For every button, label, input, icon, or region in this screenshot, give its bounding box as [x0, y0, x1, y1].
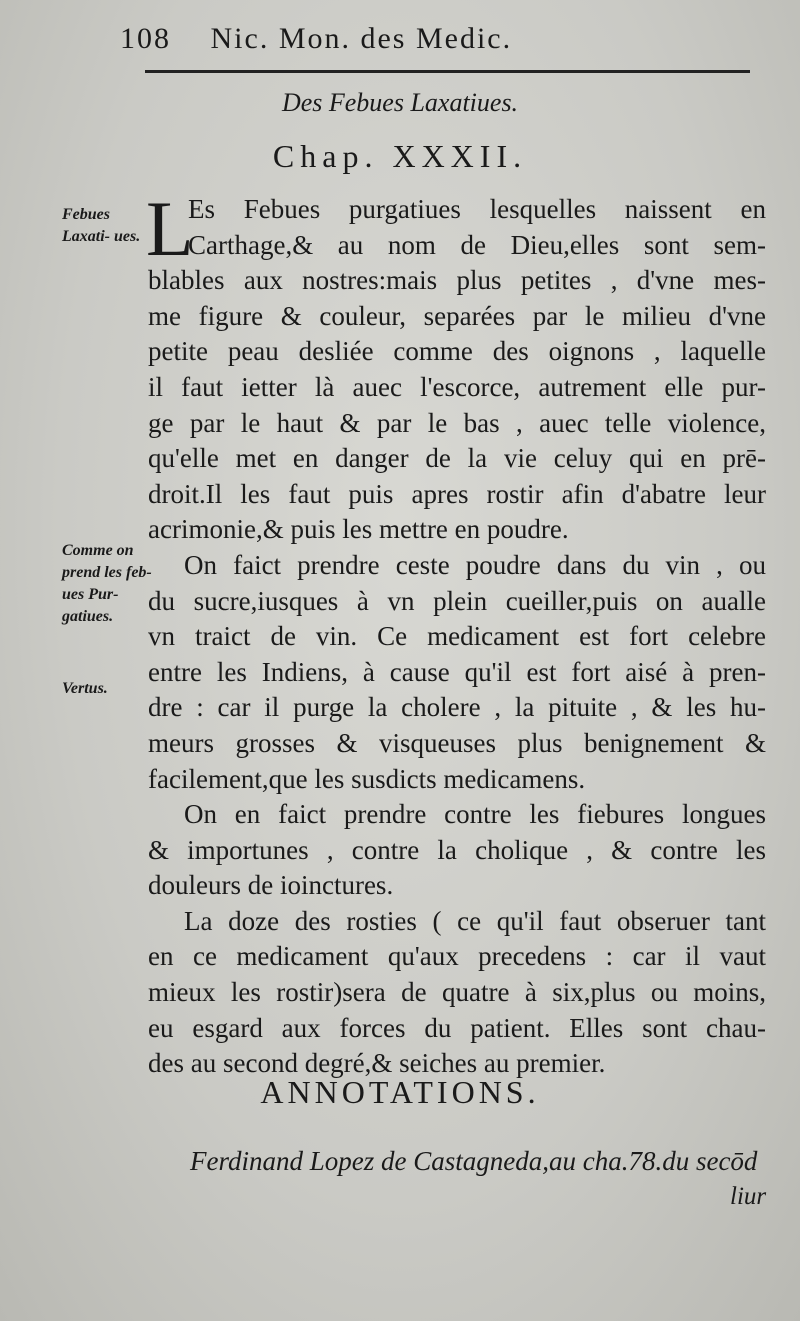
text-line: du sucre,iusques à vn plein cueiller,puis on aualle: [148, 585, 766, 616]
margin-note-comme-on-prend: Comme on prend les feb- ues Pur- gatiues.: [62, 542, 152, 625]
paragraph-1: [146, 185, 766, 548]
text-line: me figure & couleur, separées par le milieu d'vne: [148, 300, 766, 331]
text-line: des au second degré,& seiches au premier.: [148, 1048, 606, 1079]
text-line: vn traict de vin. Ce medicament est fort celebre: [148, 621, 766, 652]
text-line: meurs grosses & visqueuses plus benignement &: [148, 727, 766, 758]
text-line: en ce medicament qu'aux precedens : car il vaut: [148, 941, 766, 972]
running-head-title: Nic. Mon. des Medic.: [210, 22, 513, 55]
body-text: [146, 185, 766, 1082]
paragraph-4: [148, 904, 766, 1082]
header-rule: [145, 70, 750, 73]
text-line: entre les Indiens, à cause qu'il est fort aisé à pren-: [148, 656, 766, 687]
text-line: mieux les rostir)sera de quatre à six,plus ou moins,: [148, 977, 766, 1008]
text-line: Es Febues purgatiues lesquelles naissent en: [188, 194, 766, 224]
text-line: On faict prendre ceste poudre dans du vin , ou: [184, 549, 766, 580]
text-line: dre : car il purge la cholere , la pituite , & les hu-: [148, 692, 766, 723]
text-line: blables aux nostres:mais plus petites , d'vne mes-: [148, 265, 766, 296]
text-line: On en faict prendre contre les fiebures longues: [184, 799, 766, 830]
running-head: [120, 22, 760, 56]
text-line: petite peau desliée comme des oignons , laquelle: [148, 336, 766, 367]
text-line: acrimonie,& puis les mettre en poudre.: [148, 514, 569, 545]
drop-cap: L: [146, 185, 194, 272]
paragraph-3: [148, 797, 766, 904]
text-line: eu esgard aux forces du patient. Elles sont chau-: [148, 1012, 766, 1043]
paragraph-2: [148, 548, 766, 797]
text-line: ge par le haut & par le bas , auec telle violence,: [148, 407, 766, 438]
chapter-heading: Chap. XXXII.: [272, 138, 528, 174]
margin-note-vertus: Vertus.: [62, 680, 108, 697]
section-title: Des Febues Laxatiues.: [281, 88, 519, 117]
text-line: droit.Il les faut puis apres rostir afin d'abatre leur: [148, 478, 766, 509]
text-line: Carthage,& au nom de Dieu,elles sont sem-: [188, 229, 766, 260]
text-line: La doze des rosties ( ce qu'il faut obseruer tant: [184, 905, 766, 936]
text-line: douleurs de ioinctures.: [148, 870, 394, 901]
margin-note-febues: Febues Laxati- ues.: [62, 206, 141, 245]
text-line: qu'elle met en danger de la vie celuy qui en prē-: [148, 443, 766, 474]
text-line: il faut ietter là auec l'escorce, autrement elle pur-: [148, 371, 766, 402]
annotations-heading: ANNOTATIONS.: [260, 1074, 540, 1110]
text-line: facilement,que les susdicts medicamens.: [148, 763, 586, 794]
annotation-line: Ferdinand Lopez de Castagneda,au cha.78.du secōd: [190, 1146, 758, 1176]
page-number: 108: [120, 22, 171, 55]
catchword: liur: [730, 1183, 767, 1210]
text-line: & importunes , contre la cholique , & contre les: [148, 834, 766, 865]
